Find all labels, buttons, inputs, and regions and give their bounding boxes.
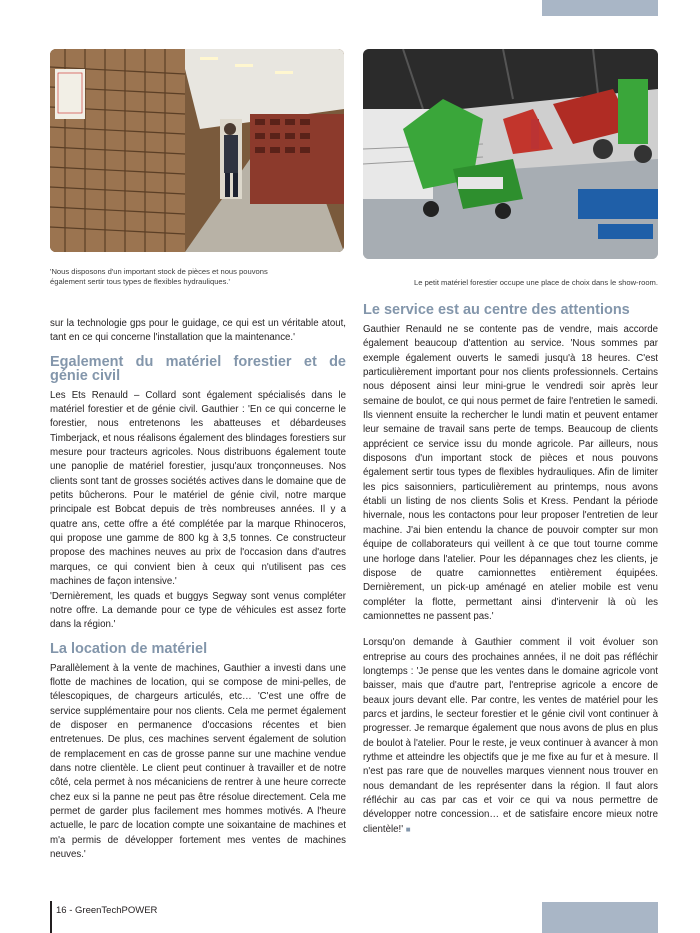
paragraph-service-2-text: Lorsqu'on demande à Gauthier comment il voit évoluer son entreprise au cours des prochaines années, il ne doit pas réfléchir longtemps : 'Je pense que les ventes dans le domaine agricole vont baisser, mais que d'autre part, l'entreprise agricole a encore de beaux jours devant elle. Par contre, les ventes de matériel pour les parcs et jardins, le secteur forestier et le génie civil vont continuer à progresser. Je remarque également que nous avons de plus en plus de boulot à l'atelier. Pour le reste, je veux continuer à avancer à mon rythme et atteindre les objectifs que je me fixe au fur et à mesure. Il n'est pas rare que de nouvelles marques viennent nous trouver en nous demandant de les représenter dans la région. Il faut alors réfléchir au cas par cas et voir ce qui va nous permettre de développer notre concession… et de satisfaire encore mieux notre clientèle!' (363, 637, 658, 835)
top-color-tab (542, 0, 658, 16)
left-column (50, 317, 346, 862)
paragraph-forestry-1: Les Ets Renauld – Collard sont également spécialisés dans le matériel forestier et de génie civil. Gauthier : 'En ce qui concerne le forestier, nous entretenons les abatteuses et débardeuses Timberjack, et nous réalisons également des blindages forestiers sur mesure pour tracteurs agricoles. Nous distribuons également toute une panoplie de matériel forestier, jusqu'aux tronçonneuses. Nos clients sont tant de grosses sociétés actives dans le domaine que de petits bûcherons. Pour le matériel de génie civil, notre marque principale est Bobcat depuis de très nombreuses années. Il y a quatre ans, cette offre a été complétée par la marque Rhinoceros, qui propose une gamme de 800 kg à 3,5 tonnes. Ce constructeur propose des machines neuves au prix de l'occasion dans d'autres marques, ce qui convient bien à ceux qui n'utilisent pas ces machines de façon intensive.' (50, 389, 346, 588)
bottom-color-tab (542, 902, 658, 933)
page-number: 16 (56, 905, 67, 916)
footer (56, 905, 157, 916)
section-heading-rental: La location de matériel (50, 640, 208, 657)
paragraph-rental: Parallèlement à la vente de machines, Gauthier a investi dans une flotte de machines de location, qui se compose de mini-pelles, de télescopiques, de chargeurs articulés, etc… 'C'est une offre de service supplémentaire pour nos clients. Cela me permet également de disposer en permanence d'occasions récentes et bien entretenues. De plus, ces machines servent également de solution de remplacement en cas de grosse panne sur une machine vendue dans notre clientèle. Le client peut continuer à travailler et de notre côté, cela permet à nos mécaniciens de rentrer à une heure correcte chez eux si la panne ne peut pas être résolue directement. Cela me permet de garder plus facilement mes hommes motivés. A l'heure actuelle, le parc de location compte une soixantaine de machines et m'a permis de développer fortement mes ventes de machines neuves.' (50, 662, 346, 860)
photo-showroom (363, 49, 658, 259)
right-column (363, 303, 658, 837)
photo-parts-stock (50, 49, 344, 252)
caption-right: Le petit matériel forestier occupe une place de choix dans le show-room. (414, 278, 658, 287)
end-mark-icon: ■ (405, 824, 411, 834)
footer-separator: - (66, 905, 76, 916)
photo-showroom-illustration (363, 49, 658, 259)
caption-left: 'Nous disposons d'un important stock de pièces et nous pouvons également sertir tous types de flexibles hydrauliques.' (50, 267, 268, 286)
section-heading-service: Le service est au centre des attentions (363, 302, 630, 318)
intro-paragraph: sur la technologie gps pour le guidage, ce qui est un véritable atout, tant en ce qui concerne l'installation que la maintenance.' (50, 318, 346, 344)
magazine-name: GreenTechPOWER (75, 905, 158, 916)
paragraph-forestry-2: 'Dernièrement, les quads et buggys Segway sont venus compléter notre offre. La demande pour ce type de véhicules est assez forte dans la région.' (50, 590, 346, 631)
footer-rule (50, 901, 52, 933)
photo-parts-stock-illustration (50, 49, 344, 252)
section-heading-forestry: Egalement du matériel forestier et de génie civil (50, 353, 346, 384)
paragraph-gap (363, 624, 658, 636)
paragraph-service-1: Gauthier Renauld ne se contente pas de vendre, mais accorde également beaucoup d'attention au service. 'Nous sommes par exemple également ouverts le samedi jusqu'à 18 heures. C'est particulièrement important pour nos clients professionnels. Certains nous déposent ainsi leur mini-grue le vendredi soir après leur semaine de boulot, ce qui nous permet de faire l'entretien le samedi. Ils viennent ensuite la rechercher le lundi matin et peuvent entamer leur semaine de travail sans perte de temps. Beaucoup de clients apprécient ce service issu du monde agricole. Par ailleurs, nous disposons d'un important stock de pièces et nous pouvons également sertir tous types de flexibles hydrauliques. Afin de limiter les pics saisonniers, particulièrement au printemps, nous avons établi un listing de nos clients Solis et Kress. Pendant la période hivernale, nous les contactons pour leur proposer l'entretien de leur machine. J'ai bien entendu la chance de pouvoir compter sur mon équipe de collaborateurs qui veillent à ce que tout tourne comme une horloge dans l'atelier. Pour les dépannages chez les clients, je dispose de quatre camionnettes entièrement équipées. Dernièrement, un pick-up aménagé en atelier mobile est venu compléter la flotte, permettant ainsi d'intervenir là où les camionnettes ne passent pas.' (363, 324, 658, 622)
paragraph-service-2 (363, 636, 658, 837)
